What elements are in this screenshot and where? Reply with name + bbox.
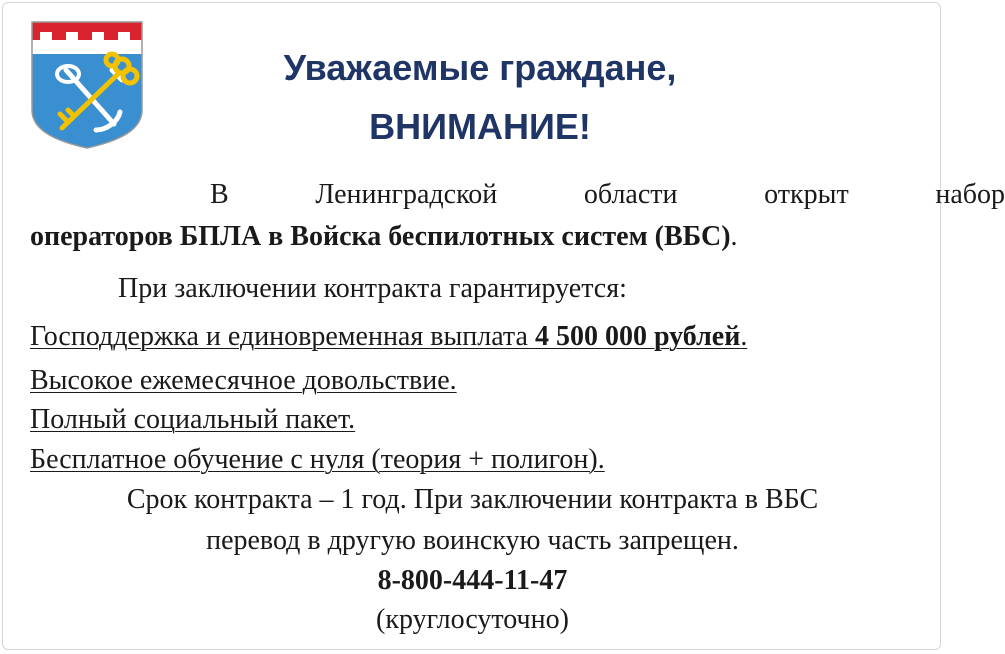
intro-bold-end: .	[730, 221, 738, 252]
contact-hours: (круглосуточно)	[376, 604, 569, 635]
benefit-item-1	[30, 320, 747, 354]
intro-bold-line	[30, 220, 738, 254]
intro-word-3: области	[583, 179, 678, 210]
terms-line-1: Срок контракта – 1 год. При заключении контракта в ВБС	[126, 484, 819, 515]
benefit-item-3: Полный социальный пакет.	[30, 404, 356, 435]
heading-line-1: Уважаемые граждане,	[283, 47, 677, 88]
benefit-payment-amount: 4 500 000 рублей	[534, 321, 741, 352]
terms-line-2: перевод в другую воинскую часть запрещен.	[206, 525, 739, 556]
benefit-item-4: Бесплатное обучение с нуля (теория + полигон).	[30, 444, 605, 475]
benefit-item-1-text: Господдержка и единовременная выплата	[30, 321, 535, 352]
intro-word-5: набор	[935, 179, 1005, 210]
benefit-item-2: Высокое ежемесячное довольствие.	[30, 365, 457, 396]
guarantee-text: При заключении контракта гарантируется:	[118, 273, 627, 304]
heading-line-2: ВНИМАНИЕ!	[369, 106, 591, 147]
benefit-item-1-end: .	[740, 321, 748, 352]
intro-line	[120, 178, 1005, 212]
intro-bold-text: операторов БПЛА в Войска беспилотных систем (ВБС)	[30, 221, 731, 252]
intro-word-1: В	[210, 179, 229, 210]
coat-of-arms-icon	[26, 18, 148, 150]
contact-phone: 8-800-444-11-47	[377, 565, 568, 596]
intro-word-2: Ленинградской	[315, 179, 498, 210]
intro-word-4: открыт	[764, 179, 849, 210]
